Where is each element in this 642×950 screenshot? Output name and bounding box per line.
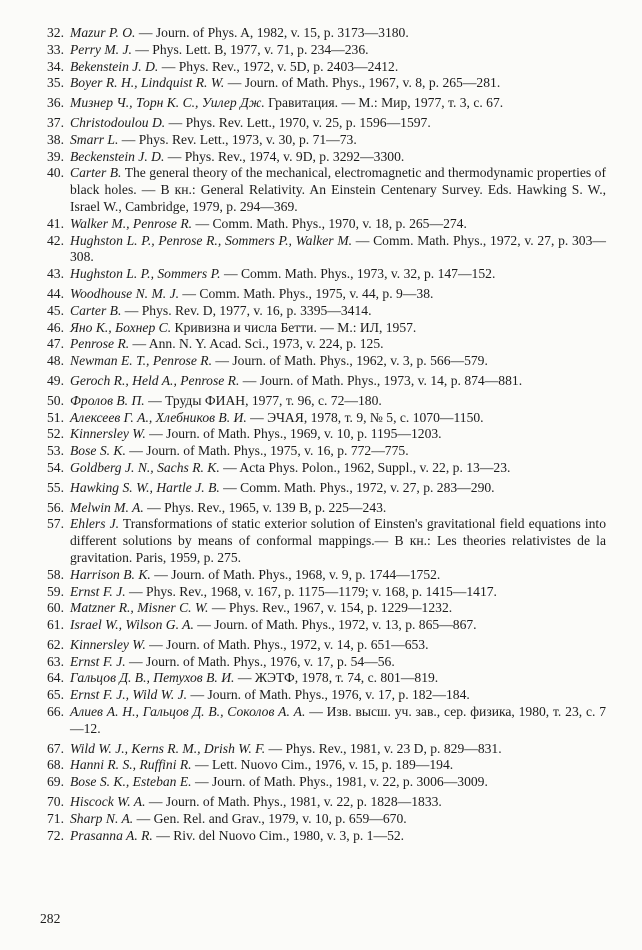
reference-item: 32. Mazur P. O. — Journ. of Phys. A, 1982, v. 15, p. 3173—3180. bbox=[47, 25, 409, 40]
reference-authors: Яно К., Бохнер С. bbox=[70, 319, 172, 335]
reference-item: 56. Melwin M. A. — Phys. Rev., 1965, v. 139 B, p. 225—243. bbox=[47, 499, 387, 515]
reference-authors: Melwin M. A. bbox=[70, 499, 144, 515]
reference-citation: — Journ. of Math. Phys., 1981, v. 22, p. 3006—3009. bbox=[191, 774, 488, 790]
reference-authors: Boyer R. H., Lindquist R. W. bbox=[70, 75, 225, 91]
reference-authors: Walker M., Penrose R. bbox=[70, 215, 193, 231]
reference-item: 46. Яно К., Бохнер С. Кривизна и числа Бетти. — М.: ИЛ, 1957. bbox=[47, 319, 417, 335]
reference-citation: The general theory of the mechanical, electromagnetic and thermodynamic properties of black holes. — В кн.: General Relativity. An Einstein Centenary Survey. Eds. Hawking S. W., Israel W., Cambridge, 1979, p. 294—369. bbox=[70, 165, 607, 214]
reference-citation: — Phys. Rev., 1974, v. 9D, p. 3292—3300. bbox=[164, 148, 405, 164]
reference-item: 47. Penrose R. — Ann. N. Y. Acad. Sci., 1973, v. 224, p. 125. bbox=[47, 336, 384, 352]
reference-authors: Geroch R., Held A., Penrose R. bbox=[70, 372, 240, 388]
reference-citation: — Изв. высш. уч. зав., сер. физика, 1980, т. 23, с. 7—12. bbox=[70, 704, 607, 736]
reference-authors: Perry M. J. bbox=[70, 41, 132, 57]
reference-authors: Алексеев Г. А., Хлебников В. И. bbox=[70, 409, 247, 425]
reference-item: 64. Гальцов Д. В., Петухов В. И. — ЖЭТФ, 1978, т. 74, с. 801—819. bbox=[47, 670, 439, 686]
reference-authors: Kinnersley W. bbox=[70, 426, 146, 442]
reference-authors: Goldberg J. N., Sachs R. K. bbox=[70, 459, 220, 475]
reference-item: 41. Walker M., Penrose R. — Comm. Math. Phys., 1970, v. 18, p. 265—274. bbox=[47, 215, 467, 231]
reference-authors: Bose S. K. bbox=[70, 443, 126, 459]
reference-citation: — Journ. of Phys. A, 1982, v. 15, p. 3173—3180. bbox=[135, 25, 409, 40]
reference-authors: Carter B. bbox=[70, 165, 122, 181]
reference-citation: — Phys. Rev., 1965, v. 139 B, p. 225—243. bbox=[143, 499, 387, 515]
reference-item: 65. Ernst F. J., Wild W. J. — Journ. of Math. Phys., 1976, v. 17, p. 182—184. bbox=[47, 687, 470, 703]
reference-citation: — ЭЧАЯ, 1978, т. 9, № 5, с. 1070—1150. bbox=[246, 409, 484, 425]
reference-item: 61. Israel W., Wilson G. A. — Journ. of Math. Phys., 1972, v. 13, p. 865—867. bbox=[47, 617, 477, 633]
reference-authors: Matzner R., Misner C. W. bbox=[70, 600, 209, 616]
reference-item: 36. Мизнер Ч., Торн К. С., Уилер Дж. Гравитация. — М.: Мир, 1977, т. 3, с. 67. bbox=[47, 95, 504, 111]
reference-citation: — Journ. of Math. Phys., 1981, v. 22, p. 1828—1833. bbox=[145, 794, 442, 810]
reference-citation: — Journ. of Math. Phys., 1972, v. 14, p. 651—653. bbox=[145, 636, 429, 652]
reference-item: 49. Geroch R., Held A., Penrose R. — Journ. of Math. Phys., 1973, v. 14, p. 874—881. bbox=[47, 372, 523, 388]
reference-citation: — Phys. Rev., 1968, v. 167, p. 1175—1179; v. 168, p. 1415—1417. bbox=[125, 583, 497, 599]
reference-authors: Woodhouse N. M. J. bbox=[70, 285, 179, 301]
reference-authors: Carter B. bbox=[70, 302, 122, 318]
reference-authors: Ernst F. J., Wild W. J. bbox=[70, 687, 188, 703]
reference-item: 45. Carter B. — Phys. Rev. D, 1977, v. 16, p. 3395—3414. bbox=[47, 302, 372, 318]
reference-citation: Гравитация. — М.: Мир, 1977, т. 3, с. 67. bbox=[264, 95, 504, 111]
reference-citation: — Lett. Nuovo Cim., 1976, v. 15, p. 189—194. bbox=[191, 757, 454, 773]
reference-authors: Sharp N. A. bbox=[70, 810, 134, 826]
reference-authors: Newman E. T., Penrose R. bbox=[70, 353, 212, 369]
reference-item: 44. Woodhouse N. M. J. — Comm. Math. Phys., 1975, v. 44, p. 9—38. bbox=[47, 285, 434, 301]
reference-citation: — Journ. of Math. Phys., 1976, v. 17, p. 54—56. bbox=[125, 653, 395, 669]
reference-authors: Фролов В. П. bbox=[70, 392, 145, 408]
reference-authors: Гальцов Д. В., Петухов В. И. bbox=[70, 670, 235, 686]
reference-citation: — Journ. of Math. Phys., 1976, v. 17, p. 182—184. bbox=[187, 687, 470, 703]
reference-authors: Hawking S. W., Hartle J. B. bbox=[70, 479, 220, 495]
reference-authors: Bose S. K., Esteban E. bbox=[70, 774, 192, 790]
reference-citation: — Journ. of Math. Phys., 1969, v. 10, p. 1195—1203. bbox=[145, 426, 442, 442]
reference-authors: Ernst F. J. bbox=[70, 653, 126, 669]
reference-authors: Ehlers J. bbox=[70, 516, 120, 532]
reference-item: 40. Carter B. The general theory of the mechanical, electromagnetic and thermodynamic properties of black holes. — В кн.: General Relativity. An Einstein Centenary Survey. Eds. Hawking S. W., Israel W., Cambridge, 1979, p. 294—369. bbox=[47, 165, 607, 214]
reference-list bbox=[36, 25, 606, 844]
reference-item: 51. Алексеев Г. А., Хлебников В. И. — ЭЧАЯ, 1978, т. 9, № 5, с. 1070—1150. bbox=[47, 409, 484, 425]
reference-item: 37. Christodoulou D. — Phys. Rev. Lett., 1970, v. 25, p. 1596—1597. bbox=[47, 114, 431, 130]
reference-item: 50. Фролов В. П. — Труды ФИАН, 1977, т. 96, с. 72—180. bbox=[47, 392, 382, 408]
reference-citation: — ЖЭТФ, 1978, т. 74, с. 801—819. bbox=[234, 670, 439, 686]
reference-item: 34. Bekenstein J. D. — Phys. Rev., 1972, v. 5D, p. 2403—2412. bbox=[47, 58, 399, 74]
reference-item: 68. Hanni R. S., Ruffini R. — Lett. Nuovo Cim., 1976, v. 15, p. 189—194. bbox=[47, 757, 454, 773]
reference-citation: — Journ. of Math. Phys., 1972, v. 13, p. 865—867. bbox=[193, 617, 477, 633]
reference-item: 60. Matzner R., Misner C. W. — Phys. Rev., 1967, v. 154, p. 1229—1232. bbox=[47, 600, 453, 616]
reference-item: 33. Perry M. J. — Phys. Lett. B, 1977, v. 71, p. 234—236. bbox=[47, 41, 369, 57]
reference-authors: Smarr L. bbox=[70, 131, 119, 147]
reference-authors: Mazur P. O. bbox=[70, 25, 136, 40]
reference-citation: — Journ. of Math. Phys., 1973, v. 14, p. 874—881. bbox=[239, 372, 523, 388]
reference-citation: — Phys. Rev. D, 1977, v. 16, p. 3395—3414. bbox=[121, 302, 372, 318]
reference-citation: — Comm. Math. Phys., 1975, v. 44, p. 9—38. bbox=[179, 285, 434, 301]
reference-authors: Hughston L. P., Sommers P. bbox=[70, 266, 221, 282]
reference-authors: Hanni R. S., Ruffini R. bbox=[70, 757, 192, 773]
reference-citation: — Journ. of Math. Phys., 1967, v. 8, p. 265—281. bbox=[224, 75, 501, 91]
reference-authors: Алиев А. Н., Гальцов Д. В., Соколов А. А. bbox=[70, 704, 306, 720]
reference-citation: — Phys. Rev., 1981, v. 23 D, p. 829—831. bbox=[265, 740, 502, 756]
reference-citation: — Comm. Math. Phys., 1972, v. 27, p. 303—308. bbox=[70, 232, 606, 265]
reference-item: 63. Ernst F. J. — Journ. of Math. Phys., 1976, v. 17, p. 54—56. bbox=[47, 653, 395, 669]
reference-authors: Hughston L. P., Penrose R., Sommers P., Walker M. bbox=[70, 232, 353, 248]
reference-citation: — Phys. Rev. Lett., 1970, v. 25, p. 1596—1597. bbox=[165, 114, 431, 130]
reference-item: 55. Hawking S. W., Hartle J. B. — Comm. Math. Phys., 1972, v. 27, p. 283—290. bbox=[47, 479, 495, 495]
reference-citation: Кривизна и числа Бетти. — М.: ИЛ, 1957. bbox=[171, 319, 417, 335]
reference-citation: — Труды ФИАН, 1977, т. 96, с. 72—180. bbox=[144, 392, 382, 408]
reference-authors: Bekenstein J. D. bbox=[70, 58, 159, 74]
reference-item: 42. Hughston L. P., Penrose R., Sommers P., Walker M. — Comm. Math. Phys., 1972, v. 27, p. 303—308. bbox=[47, 232, 606, 265]
reference-citation: — Comm. Math. Phys., 1972, v. 27, p. 283—290. bbox=[219, 479, 495, 495]
reference-item: 43. Hughston L. P., Sommers P. — Comm. Math. Phys., 1973, v. 32, p. 147—152. bbox=[47, 266, 496, 282]
reference-authors: Christodoulou D. bbox=[70, 114, 166, 130]
reference-item: 48. Newman E. T., Penrose R. — Journ. of Math. Phys., 1962, v. 3, p. 566—579. bbox=[47, 353, 488, 369]
reference-item: 70. Hiscock W. A. — Journ. of Math. Phys., 1981, v. 22, p. 1828—1833. bbox=[47, 794, 442, 810]
reference-authors: Prasanna A. R. bbox=[70, 827, 153, 843]
reference-item: 52. Kinnersley W. — Journ. of Math. Phys., 1969, v. 10, p. 1195—1203. bbox=[47, 426, 442, 442]
reference-citation: — Riv. del Nuovo Cim., 1980, v. 3, p. 1—52. bbox=[152, 827, 405, 843]
page-number: 282 bbox=[40, 911, 61, 926]
reference-authors: Wild W. J., Kerns R. M., Drish W. F. bbox=[70, 740, 266, 756]
reference-authors: Harrison B. K. bbox=[70, 566, 151, 582]
reference-citation: — Journ. of Math. Phys., 1962, v. 3, p. 566—579. bbox=[211, 353, 488, 369]
reference-authors: Beckenstein J. D. bbox=[70, 148, 165, 164]
reference-item: 62. Kinnersley W. — Journ. of Math. Phys., 1972, v. 14, p. 651—653. bbox=[47, 636, 429, 652]
reference-citation: — Phys. Rev., 1972, v. 5D, p. 2403—2412. bbox=[158, 58, 399, 74]
reference-item: 39. Beckenstein J. D. — Phys. Rev., 1974, v. 9D, p. 3292—3300. bbox=[47, 148, 405, 164]
reference-item: 71. Sharp N. A. — Gen. Rel. and Grav., 1979, v. 10, p. 659—670. bbox=[47, 810, 407, 826]
reference-item: 59. Ernst F. J. — Phys. Rev., 1968, v. 167, p. 1175—1179; v. 168, p. 1415—1417. bbox=[47, 583, 497, 599]
reference-citation: — Gen. Rel. and Grav., 1979, v. 10, p. 659—670. bbox=[133, 810, 407, 826]
reference-authors: Hiscock W. A. bbox=[70, 794, 146, 810]
reference-item: 69. Bose S. K., Esteban E. — Journ. of Math. Phys., 1981, v. 22, p. 3006—3009. bbox=[47, 774, 488, 790]
reference-item: 38. Smarr L. — Phys. Rev. Lett., 1973, v. 30, p. 71—73. bbox=[47, 131, 357, 147]
reference-citation: Transformations of static exterior solution of Einsten's gravitational field equations into different solutions by means of conformal mappings.— В кн.: Les theories relativistes de la gravitation. Paris, 1959, p. 275. bbox=[70, 516, 606, 565]
reference-item: 66. Алиев А. Н., Гальцов Д. В., Соколов А. А. — Изв. высш. уч. зав., сер. физика, 1980, т. 23, с. 7—12. bbox=[47, 704, 607, 736]
reference-item: 57. Ehlers J. Transformations of static exterior solution of Einsten's gravitational field equations into different solutions by means of conformal mappings.— В кн.: Les theories relativistes de la gravitation. Paris, 1959, p. 275. bbox=[47, 516, 606, 565]
reference-authors: Israel W., Wilson G. A. bbox=[70, 617, 194, 633]
reference-citation: — Journ. of Math. Phys., 1968, v. 9, p. 1744—1752. bbox=[150, 566, 441, 582]
reference-authors: Мизнер Ч., Торн К. С., Уилер Дж. bbox=[70, 95, 265, 111]
reference-citation: — Phys. Lett. B, 1977, v. 71, p. 234—236. bbox=[131, 41, 369, 57]
reference-item: 35. Boyer R. H., Lindquist R. W. — Journ. of Math. Phys., 1967, v. 8, p. 265—281. bbox=[47, 75, 501, 91]
reference-authors: Penrose R. bbox=[70, 336, 130, 352]
reference-citation: — Phys. Rev., 1967, v. 154, p. 1229—1232. bbox=[208, 600, 453, 616]
reference-item: 54. Goldberg J. N., Sachs R. K. — Acta Phys. Polon., 1962, Suppl., v. 22, p. 13—23. bbox=[47, 459, 511, 475]
reference-authors: Ernst F. J. bbox=[70, 583, 126, 599]
reference-item: 58. Harrison B. K. — Journ. of Math. Phys., 1968, v. 9, p. 1744—1752. bbox=[47, 566, 441, 582]
reference-item: 72. Prasanna A. R. — Riv. del Nuovo Cim., 1980, v. 3, p. 1—52. bbox=[47, 827, 405, 843]
reference-citation: — Comm. Math. Phys., 1970, v. 18, p. 265—274. bbox=[192, 215, 467, 231]
reference-citation: — Journ. of Math. Phys., 1975, v. 16, p. 772—775. bbox=[125, 443, 409, 459]
reference-item: 53. Bose S. K. — Journ. of Math. Phys., 1975, v. 16, p. 772—775. bbox=[47, 443, 409, 459]
reference-citation: — Comm. Math. Phys., 1973, v. 32, p. 147—152. bbox=[220, 266, 496, 282]
reference-citation: — Ann. N. Y. Acad. Sci., 1973, v. 224, p. 125. bbox=[129, 336, 384, 352]
reference-authors: Kinnersley W. bbox=[70, 636, 146, 652]
reference-citation: — Phys. Rev. Lett., 1973, v. 30, p. 71—73. bbox=[118, 131, 357, 147]
reference-item: 67. Wild W. J., Kerns R. M., Drish W. F. — Phys. Rev., 1981, v. 23 D, p. 829—831. bbox=[47, 740, 502, 756]
reference-citation: — Acta Phys. Polon., 1962, Suppl., v. 22, p. 13—23. bbox=[219, 459, 511, 475]
